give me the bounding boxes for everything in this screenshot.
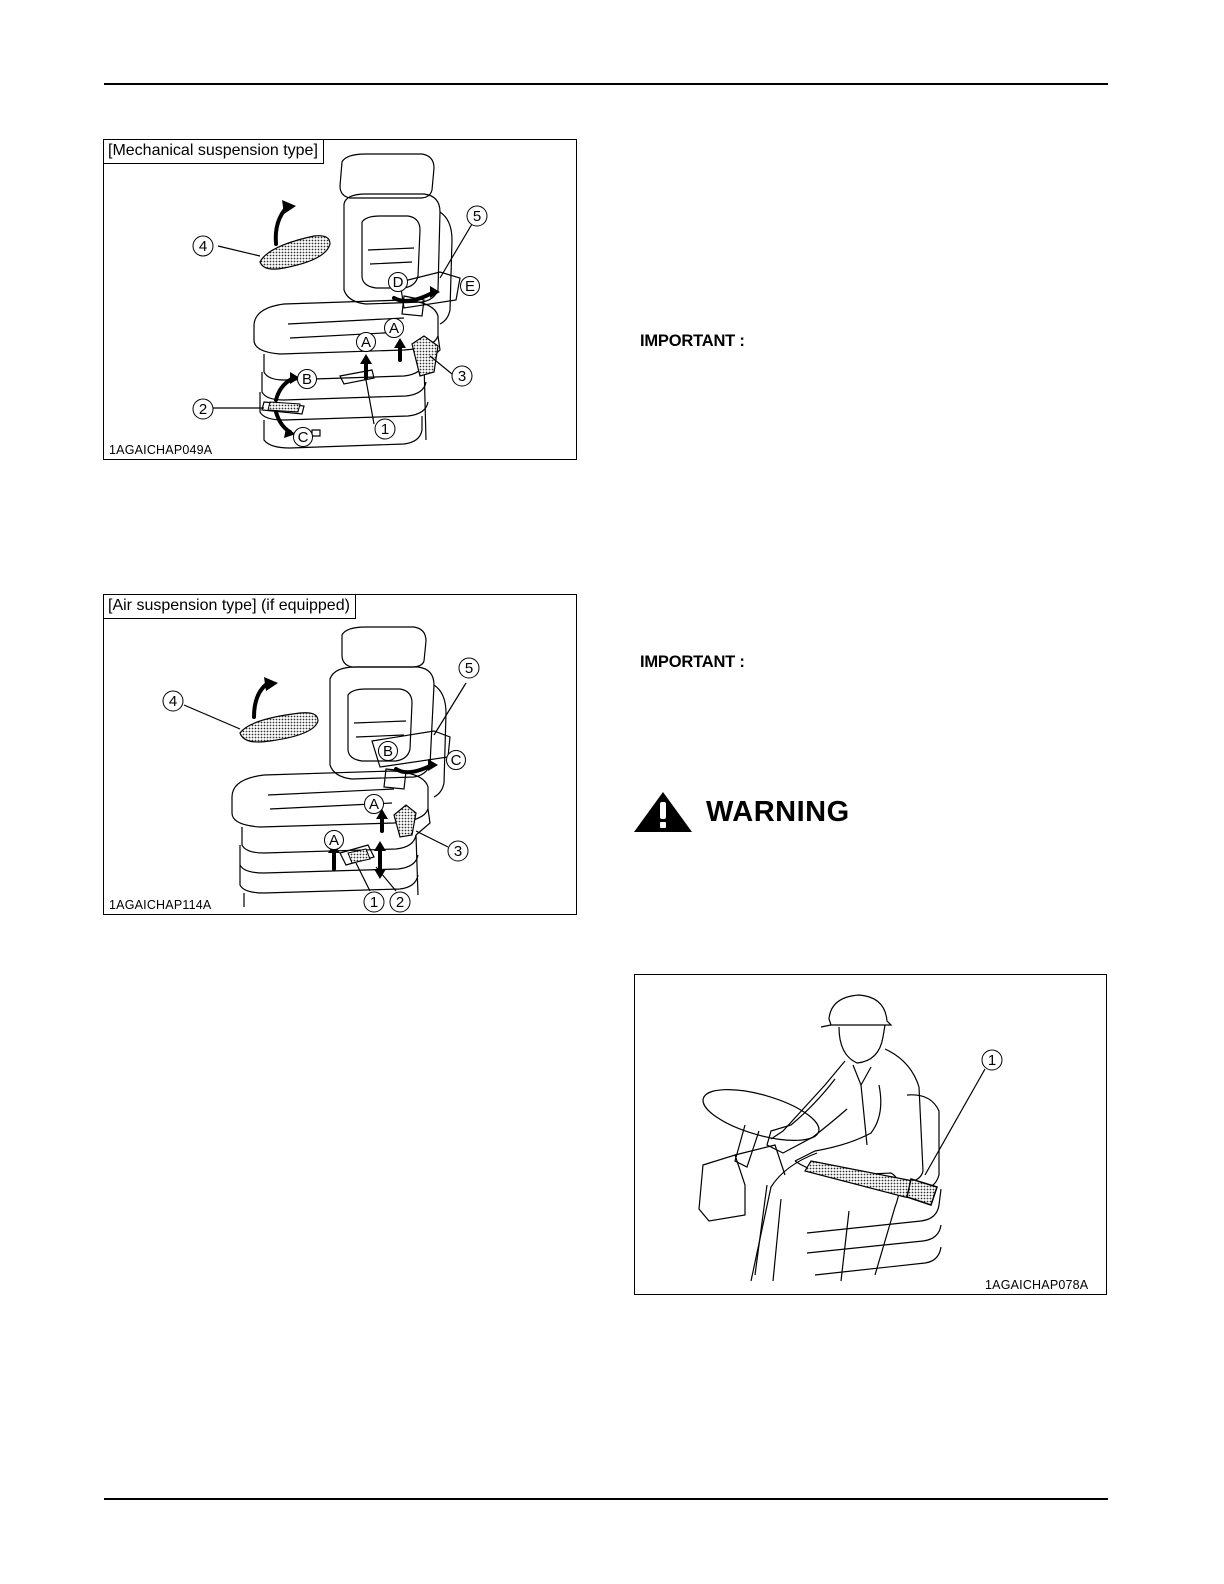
figure-operator-seatbelt <box>634 974 1107 1295</box>
callout-3 <box>452 366 472 386</box>
svg-text:A: A <box>328 832 340 849</box>
header-rule <box>104 83 1108 85</box>
callout-1 <box>375 419 395 439</box>
svg-text:1: 1 <box>369 894 379 911</box>
svg-text:E: E <box>464 278 476 295</box>
callout-B <box>379 742 398 761</box>
svg-text:5: 5 <box>472 208 482 225</box>
callouts-air <box>163 658 479 912</box>
callout-C <box>447 751 466 770</box>
important-heading-2: IMPORTANT : <box>640 653 745 671</box>
callout-A-lower <box>325 831 344 850</box>
figure-id: 1AGAICHAP078A <box>985 1278 1089 1292</box>
svg-text:2: 2 <box>198 401 208 418</box>
seat-belt-buckle <box>907 1179 937 1205</box>
callout-5 <box>467 206 487 226</box>
figure-caption: [Mechanical suspension type] <box>104 140 324 164</box>
footer-rule <box>104 1498 1108 1500</box>
svg-text:A: A <box>368 796 380 813</box>
figure-id: 1AGAICHAP049A <box>109 443 213 457</box>
svg-text:1: 1 <box>380 421 390 438</box>
svg-text:A: A <box>388 320 400 337</box>
callout-5 <box>459 658 479 678</box>
svg-text:C: C <box>297 429 309 446</box>
svg-text:4: 4 <box>198 238 208 255</box>
callout-E <box>461 277 480 296</box>
svg-text:B: B <box>301 371 313 388</box>
svg-text:A: A <box>360 334 372 351</box>
svg-text:B: B <box>382 743 394 760</box>
figure-mechanical-suspension <box>103 139 577 460</box>
callout-A-upper <box>385 319 404 338</box>
callout-2 <box>390 892 410 912</box>
svg-text:5: 5 <box>464 660 474 677</box>
important-heading-1: IMPORTANT : <box>640 332 745 350</box>
callout-A-lower <box>357 333 376 352</box>
svg-text:C: C <box>450 752 462 769</box>
figure-id: 1AGAICHAP114A <box>109 898 212 912</box>
armrest-shaded <box>260 236 330 269</box>
armrest-shaded <box>240 713 318 742</box>
callout-D <box>389 273 408 292</box>
callout-4 <box>193 236 213 256</box>
svg-text:2: 2 <box>395 894 405 911</box>
svg-text:4: 4 <box>168 693 178 710</box>
svg-text:3: 3 <box>457 368 467 385</box>
callout-1 <box>364 892 384 912</box>
callouts-mechanical <box>193 206 487 447</box>
warning-label: WARNING <box>706 796 850 828</box>
callout-4 <box>163 691 183 711</box>
callout-A-upper <box>365 795 384 814</box>
svg-text:D: D <box>392 274 404 291</box>
operator-illustration <box>635 975 1108 1296</box>
seat-illustration-mechanical <box>104 140 578 461</box>
callout-3 <box>448 841 468 861</box>
figure-caption: [Air suspension type] (if equipped) <box>104 595 356 619</box>
seat-illustration-air <box>104 595 578 916</box>
callout-B <box>298 370 317 389</box>
svg-text:3: 3 <box>453 843 463 860</box>
callout-2 <box>193 399 213 419</box>
callout-C <box>294 428 313 447</box>
figure-air-suspension <box>103 594 577 915</box>
svg-text:1: 1 <box>987 1052 997 1069</box>
callout-1 <box>982 1050 1002 1070</box>
warning-triangle-icon <box>632 790 694 834</box>
leader-line-1 <box>925 1069 985 1175</box>
lumbar-knob-shaded <box>394 805 416 837</box>
